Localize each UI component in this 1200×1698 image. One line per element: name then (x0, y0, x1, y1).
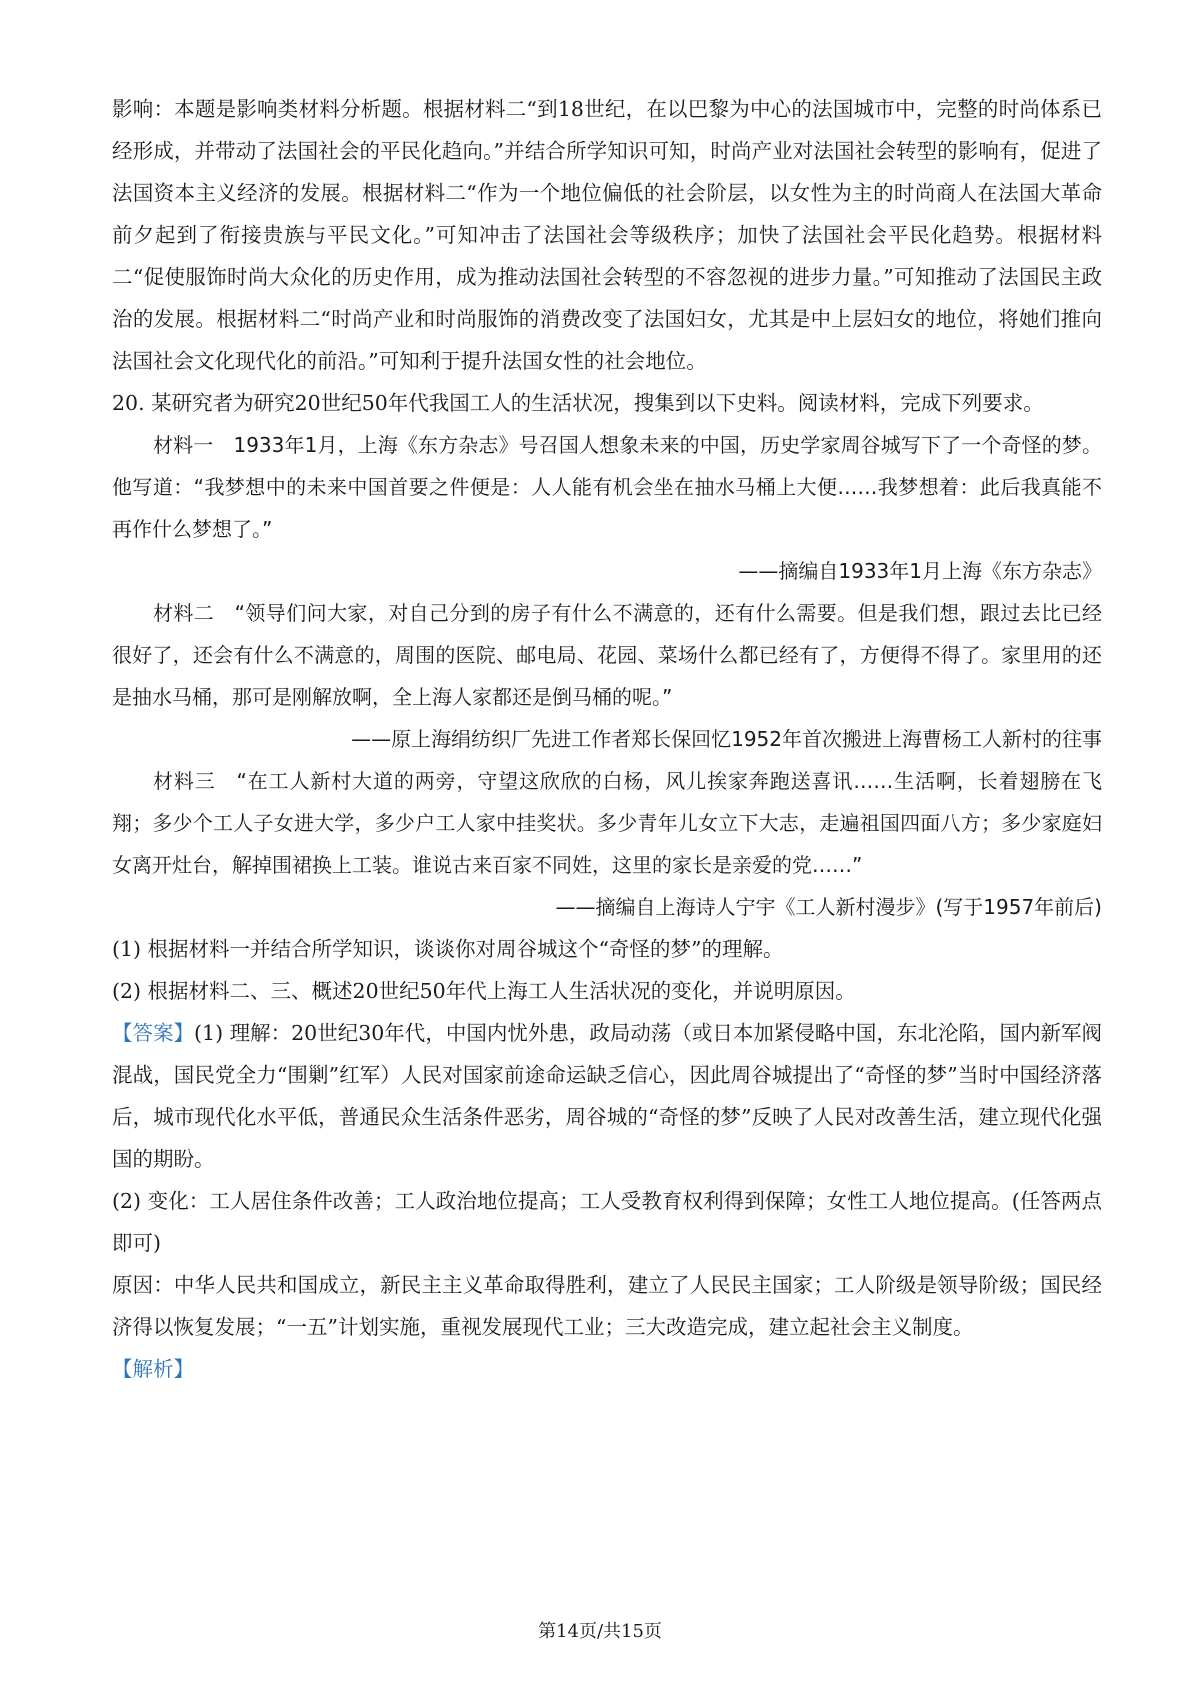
answer-part-1-text: (1) 理解：20世纪30年代，中国内忧外患，政局动荡（或日本加紧侵略中国，东北沦陷，国内新军阀混战，国民党全力“围剿”红军）人民对国家前途命运缺乏信心，因此周谷城提出了“奇怪的梦”当时中国经济落后，城市现代化水平低，普通民众生活条件恶劣，周谷城的“奇怪的梦”反映了人民对改善生活，建立现代化强国的期盼。 (112, 1021, 1102, 1171)
material-two-source: ——原上海绢纺织厂先进工作者郑长保回忆1952年首次搬进上海曹杨工人新村的往事 (351, 727, 1102, 751)
sub-question-1: (1) 根据材料一并结合所学知识，谈谈你对周谷城这个“奇怪的梦”的理解。 (112, 937, 784, 961)
previous-analysis-paragraph: 影响：本题是影响类材料分析题。根据材料二“到18世纪，在以巴黎为中心的法国城市中，完整的时尚体系已经形成，并带动了法国社会的平民化趋向。”并结合所学知识可知，时尚产业对法国社会转型的影响有，促进了法国资本主义经济的发展。根据材料二“作为一个地位偏低的社会阶层，以女性为主的时尚商人在法国大革命前夕起到了衔接贵族与平民文化。”可知冲击了法国社会等级秩序；加快了法国社会平民化趋势。根据材料二“促使服饰时尚大众化的历史作用，成为推动法国社会转型的不容忽视的进步力量。”可知推动了法国民主政治的发展。根据材料二“时尚产业和时尚服饰的消费改变了法国妇女，尤其是中上层妇女的地位，将她们推向法国社会文化现代化的前沿。”可知利于提升法国女性的社会地位。 (112, 97, 1102, 373)
answer-part-2: (2) 变化：工人居住条件改善；工人政治地位提高；工人受教育权利得到保障；女性工人地位提高。(任答两点即可) (112, 1189, 1102, 1255)
answer-tag: 【答案】 (112, 1021, 195, 1045)
sub-question-2: (2) 根据材料二、三、概述20世纪50年代上海工人生活状况的变化，并说明原因。 (112, 979, 856, 1003)
answer-reasons: 原因：中华人民共和国成立，新民主主义革命取得胜利，建立了人民民主国家；工人阶级是领导阶级；国民经济得以恢复发展；“一五”计划实施，重视发展现代工业；三大改造完成，建立起社会主义制度。 (112, 1273, 1102, 1339)
material-three-text: 材料三 “在工人新村大道的两旁，守望这欣欣的白杨，风儿挨家奔跑送喜讯……生活啊，长着翅膀在飞翔；多少个工人子女进大学，多少户工人家中挂奖状。多少青年儿女立下大志，走遍祖国四面八方；多少家庭妇女离开灶台，解掉围裙换上工装。谁说古来百家不同姓，这里的家长是亲爱的党……” (112, 769, 1102, 877)
material-one-source: ——摘编自1933年1月上海《东方杂志》 (738, 559, 1102, 583)
question-stem: 20. 某研究者为研究20世纪50年代我国工人的生活状况，搜集到以下史料。阅读材料，完成下列要求。 (112, 391, 1044, 415)
document-page (112, 88, 1102, 1390)
answer-part-1 (112, 1012, 1102, 1180)
material-three-source: ——摘编自上海诗人宁宇《工人新村漫步》(写于1957年前后) (555, 895, 1102, 919)
material-one-text: 材料一 1933年1月，上海《东方杂志》号召国人想象未来的中国，历史学家周谷城写下了一个奇怪的梦。他写道：“我梦想中的未来中国首要之件便是：人人能有机会坐在抽水马桶上大便……我梦想着：此后我真能不再作什么梦想了。” (112, 433, 1102, 541)
analysis-heading (112, 1348, 1102, 1390)
page-footer: 第14页/共15页 (538, 1621, 662, 1642)
material-two-text: 材料二 “领导们问大家，对自己分到的房子有什么不满意的，还有什么需要。但是我们想，跟过去比已经很好了，还会有什么不满意的，周围的医院、邮电局、花园、菜场什么都已经有了，方便得不得了。家里用的还是抽水马桶，那可是刚解放啊，全上海人家都还是倒马桶的呢。” (112, 601, 1102, 709)
analysis-tag: 【解析】 (112, 1357, 194, 1381)
